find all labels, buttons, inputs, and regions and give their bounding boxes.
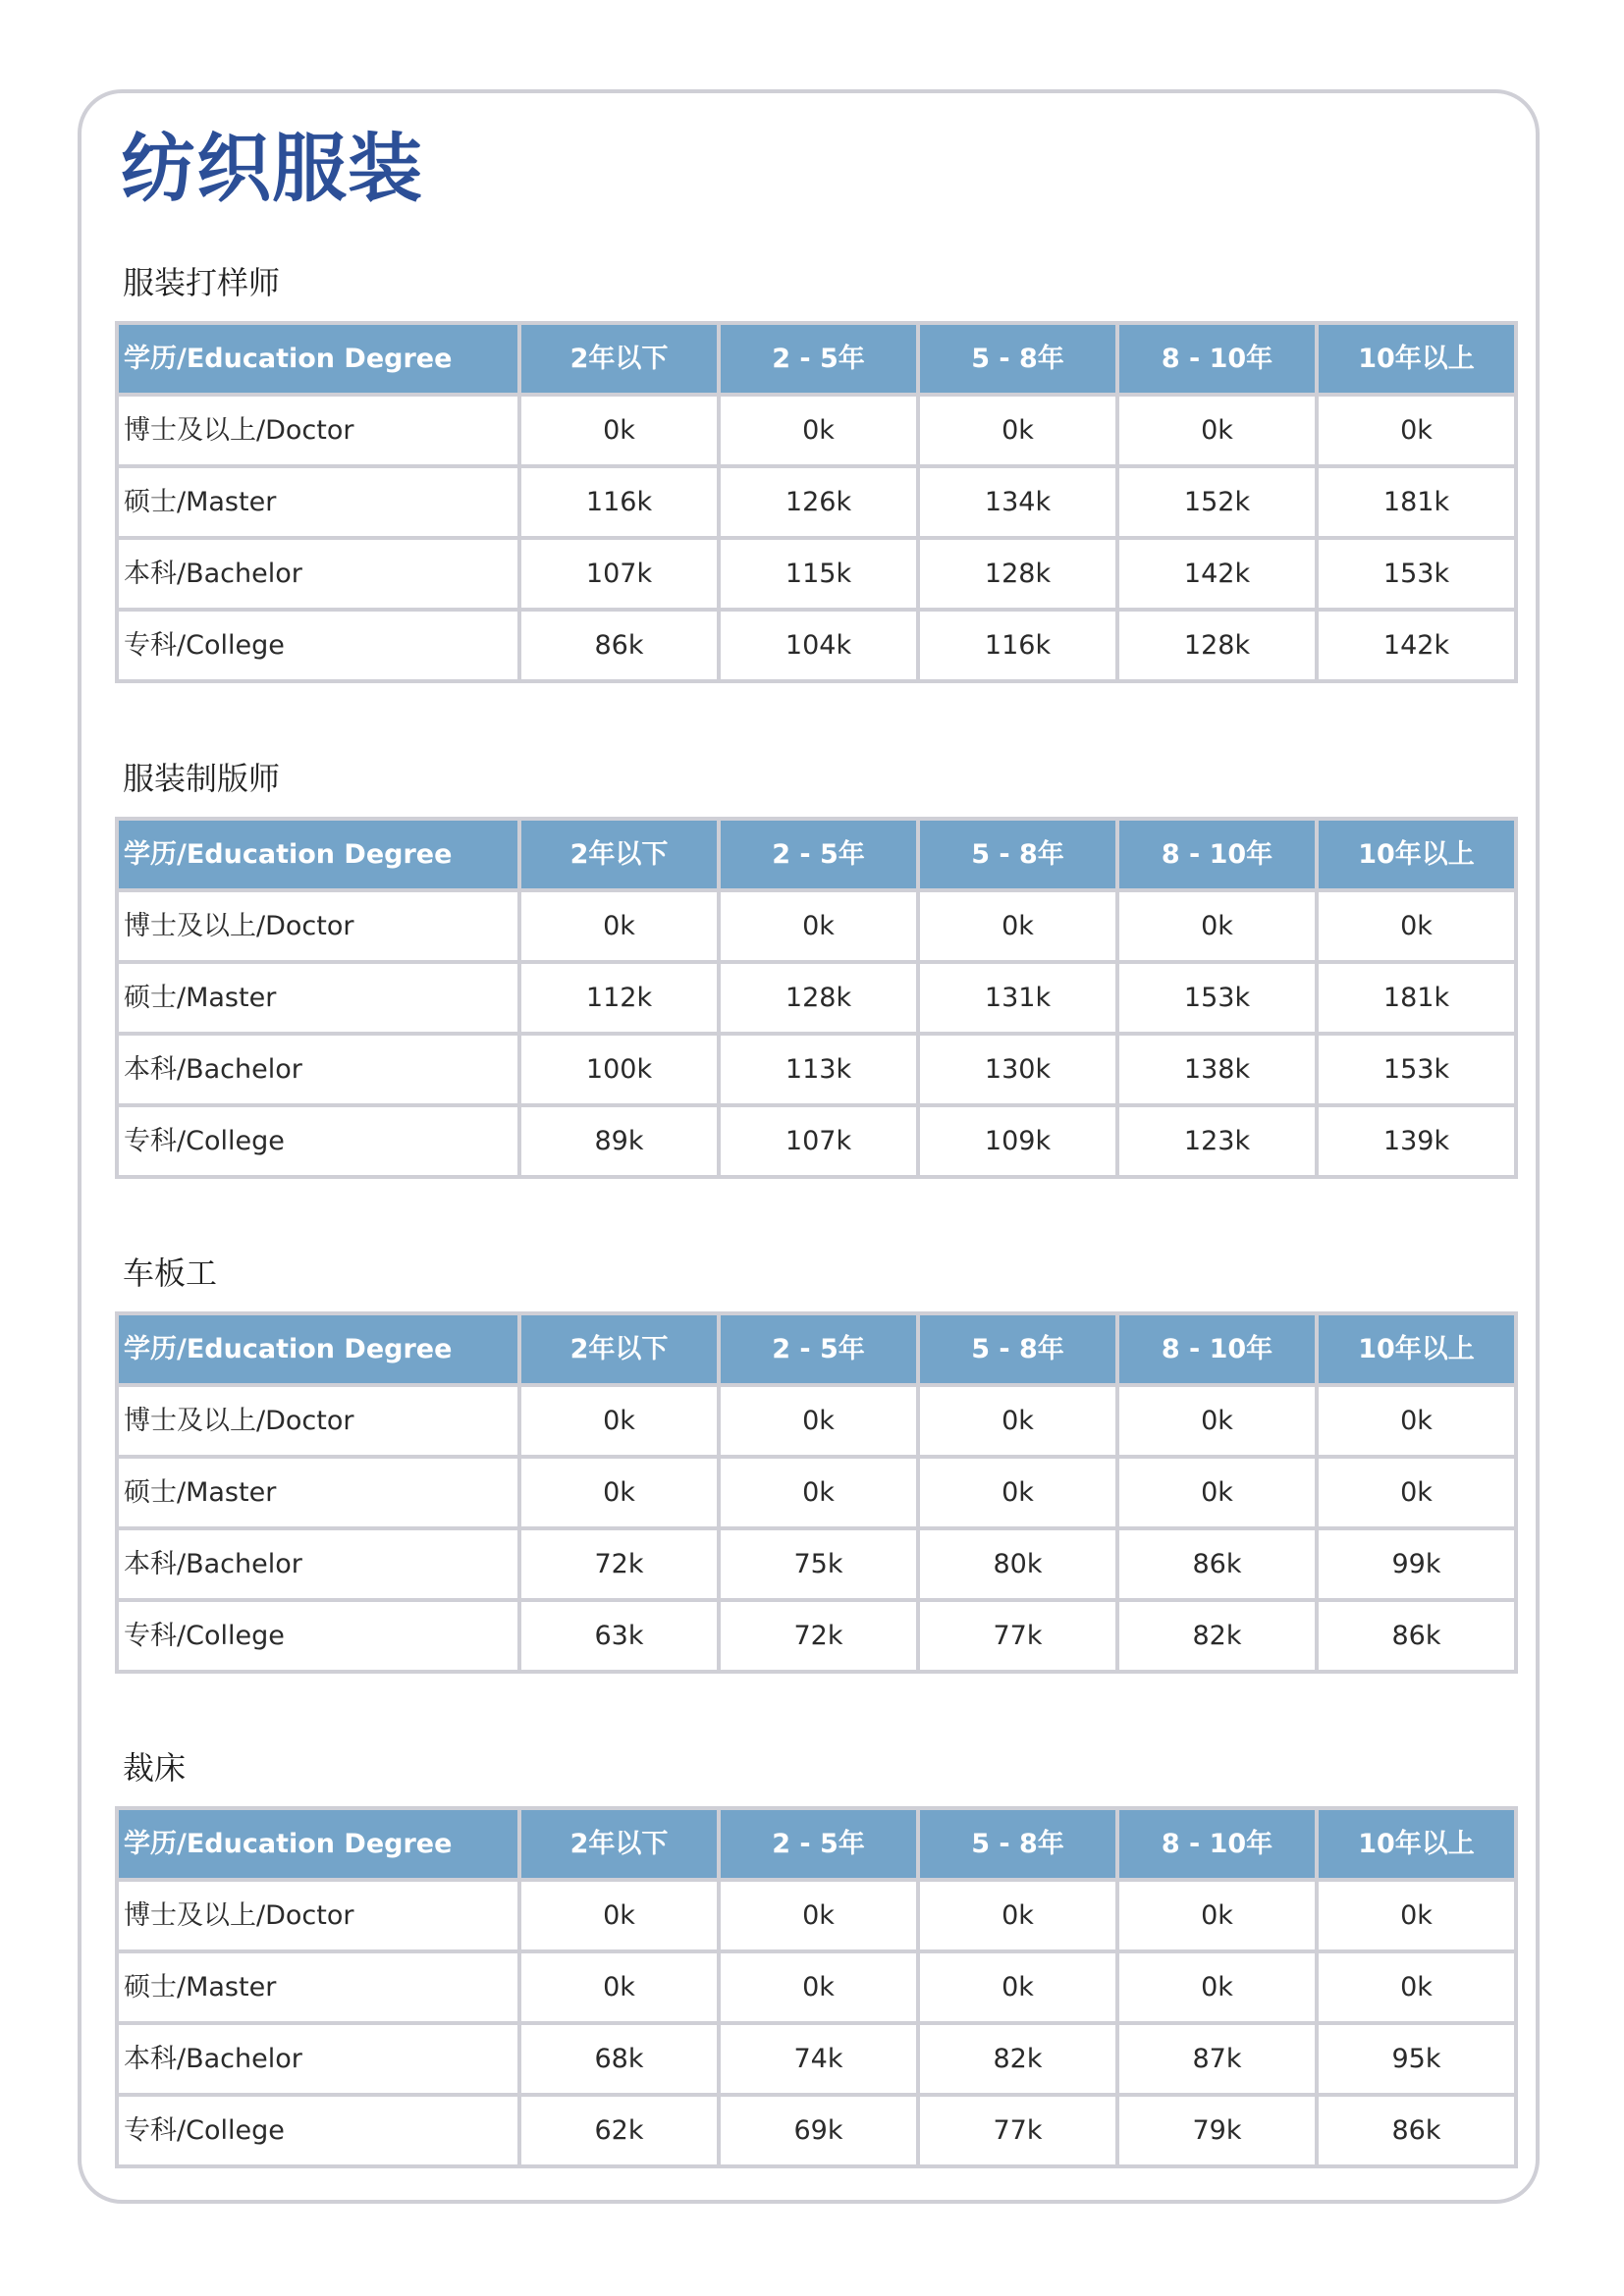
- degree-cell: 专科/College: [119, 1107, 517, 1175]
- header-experience-range: 2 - 5年: [721, 1315, 916, 1383]
- salary-table: [115, 1311, 1518, 1674]
- salary-cell: 134k: [920, 468, 1115, 536]
- salary-cell: 72k: [721, 1602, 916, 1670]
- salary-cell: 0k: [521, 1953, 717, 2021]
- salary-cell: 82k: [920, 2025, 1115, 2093]
- salary-cell: 0k: [721, 397, 916, 464]
- degree-cell: 硕士/Master: [119, 1459, 517, 1526]
- degree-cell: 博士及以上/Doctor: [119, 1882, 517, 1949]
- header-experience-range: 5 - 8年: [920, 325, 1115, 393]
- table-header-row: [119, 821, 1514, 888]
- salary-cell: 0k: [1119, 1882, 1315, 1949]
- salary-cell: 77k: [920, 2097, 1115, 2164]
- header-experience-range: 2年以下: [521, 1810, 717, 1878]
- section-title: 服装打样师: [123, 264, 281, 301]
- header-experience-range: 10年以上: [1319, 325, 1514, 393]
- salary-cell: 128k: [721, 964, 916, 1032]
- header-experience-range: 10年以上: [1319, 1315, 1514, 1383]
- header-experience-range: 5 - 8年: [920, 1315, 1115, 1383]
- salary-cell: 0k: [521, 397, 717, 464]
- salary-cell: 0k: [521, 1882, 717, 1949]
- header-experience-range: 2年以下: [521, 325, 717, 393]
- degree-cell: 硕士/Master: [119, 1953, 517, 2021]
- salary-cell: 79k: [1119, 2097, 1315, 2164]
- salary-cell: 142k: [1119, 540, 1315, 608]
- table-header-row: [119, 325, 1514, 393]
- table-row: [119, 1459, 1514, 1526]
- salary-cell: 0k: [920, 397, 1115, 464]
- salary-cell: 0k: [1319, 397, 1514, 464]
- table-row: [119, 2025, 1514, 2093]
- section-title: 服装制版师: [123, 760, 281, 797]
- salary-cell: 0k: [1119, 1387, 1315, 1455]
- header-experience-range: 10年以上: [1319, 1810, 1514, 1878]
- degree-cell: 本科/Bachelor: [119, 1530, 517, 1598]
- salary-cell: 100k: [521, 1036, 717, 1103]
- degree-cell: 专科/College: [119, 2097, 517, 2164]
- salary-cell: 95k: [1319, 2025, 1514, 2093]
- salary-cell: 87k: [1119, 2025, 1315, 2093]
- salary-cell: 126k: [721, 468, 916, 536]
- salary-cell: 82k: [1119, 1602, 1315, 1670]
- section-title: 车板工: [123, 1255, 218, 1292]
- table-row: [119, 612, 1514, 679]
- salary-cell: 107k: [721, 1107, 916, 1175]
- degree-cell: 专科/College: [119, 612, 517, 679]
- salary-cell: 104k: [721, 612, 916, 679]
- salary-cell: 0k: [920, 1387, 1115, 1455]
- salary-cell: 80k: [920, 1530, 1115, 1598]
- salary-section: [115, 758, 1510, 1179]
- table-row: [119, 1107, 1514, 1175]
- salary-cell: 116k: [521, 468, 717, 536]
- salary-cell: 0k: [1319, 892, 1514, 960]
- salary-cell: 0k: [521, 1459, 717, 1526]
- salary-cell: 153k: [1319, 1036, 1514, 1103]
- salary-cell: 0k: [1319, 1387, 1514, 1455]
- salary-cell: 0k: [920, 1953, 1115, 2021]
- salary-cell: 153k: [1319, 540, 1514, 608]
- header-experience-range: 2 - 5年: [721, 1810, 916, 1878]
- page-title: 纺织服装: [121, 125, 423, 212]
- salary-cell: 86k: [1319, 2097, 1514, 2164]
- header-experience-range: 2年以下: [521, 821, 717, 888]
- salary-section: [115, 262, 1510, 683]
- degree-cell: 本科/Bachelor: [119, 1036, 517, 1103]
- table-header-row: [119, 1810, 1514, 1878]
- salary-section: [115, 1253, 1510, 1674]
- salary-cell: 74k: [721, 2025, 916, 2093]
- salary-cell: 0k: [920, 892, 1115, 960]
- salary-cell: 75k: [721, 1530, 916, 1598]
- header-experience-range: 8 - 10年: [1119, 821, 1315, 888]
- salary-cell: 0k: [521, 892, 717, 960]
- table-row: [119, 2097, 1514, 2164]
- header-experience-range: 5 - 8年: [920, 821, 1115, 888]
- table-row: [119, 1953, 1514, 2021]
- table-row: [119, 892, 1514, 960]
- header-experience-range: 2 - 5年: [721, 325, 916, 393]
- salary-cell: 130k: [920, 1036, 1115, 1103]
- table-row: [119, 1602, 1514, 1670]
- salary-cell: 153k: [1119, 964, 1315, 1032]
- salary-cell: 128k: [920, 540, 1115, 608]
- section-title: 裁床: [123, 1749, 187, 1787]
- header-degree: 学历/Education Degree: [119, 1810, 517, 1878]
- salary-cell: 123k: [1119, 1107, 1315, 1175]
- salary-cell: 115k: [721, 540, 916, 608]
- salary-cell: 0k: [721, 1953, 916, 2021]
- header-degree: 学历/Education Degree: [119, 1315, 517, 1383]
- salary-table: [115, 1806, 1518, 2168]
- salary-cell: 72k: [521, 1530, 717, 1598]
- header-degree: 学历/Education Degree: [119, 821, 517, 888]
- table-row: [119, 1882, 1514, 1949]
- degree-cell: 硕士/Master: [119, 964, 517, 1032]
- salary-cell: 152k: [1119, 468, 1315, 536]
- header-degree: 学历/Education Degree: [119, 325, 517, 393]
- salary-table: [115, 817, 1518, 1179]
- salary-cell: 181k: [1319, 964, 1514, 1032]
- salary-cell: 0k: [721, 892, 916, 960]
- salary-cell: 107k: [521, 540, 717, 608]
- header-experience-range: 8 - 10年: [1119, 1810, 1315, 1878]
- salary-cell: 89k: [521, 1107, 717, 1175]
- salary-cell: 69k: [721, 2097, 916, 2164]
- salary-cell: 77k: [920, 1602, 1115, 1670]
- degree-cell: 博士及以上/Doctor: [119, 892, 517, 960]
- salary-cell: 138k: [1119, 1036, 1315, 1103]
- salary-cell: 0k: [721, 1387, 916, 1455]
- salary-cell: 181k: [1319, 468, 1514, 536]
- header-experience-range: 2年以下: [521, 1315, 717, 1383]
- salary-cell: 0k: [1119, 892, 1315, 960]
- header-experience-range: 5 - 8年: [920, 1810, 1115, 1878]
- salary-cell: 113k: [721, 1036, 916, 1103]
- salary-cell: 86k: [1119, 1530, 1315, 1598]
- salary-cell: 0k: [721, 1459, 916, 1526]
- salary-cell: 62k: [521, 2097, 717, 2164]
- salary-cell: 0k: [920, 1459, 1115, 1526]
- salary-cell: 99k: [1319, 1530, 1514, 1598]
- salary-cell: 0k: [1319, 1882, 1514, 1949]
- header-experience-range: 2 - 5年: [721, 821, 916, 888]
- salary-cell: 86k: [1319, 1602, 1514, 1670]
- degree-cell: 本科/Bachelor: [119, 540, 517, 608]
- table-header-row: [119, 1315, 1514, 1383]
- degree-cell: 本科/Bachelor: [119, 2025, 517, 2093]
- salary-cell: 63k: [521, 1602, 717, 1670]
- degree-cell: 博士及以上/Doctor: [119, 397, 517, 464]
- salary-cell: 0k: [1119, 1953, 1315, 2021]
- salary-cell: 0k: [1319, 1953, 1514, 2021]
- salary-cell: 112k: [521, 964, 717, 1032]
- salary-cell: 128k: [1119, 612, 1315, 679]
- degree-cell: 博士及以上/Doctor: [119, 1387, 517, 1455]
- table-row: [119, 964, 1514, 1032]
- salary-table: [115, 321, 1518, 683]
- salary-cell: 139k: [1319, 1107, 1514, 1175]
- table-row: [119, 540, 1514, 608]
- table-row: [119, 1036, 1514, 1103]
- salary-cell: 142k: [1319, 612, 1514, 679]
- salary-cell: 109k: [920, 1107, 1115, 1175]
- table-row: [119, 1530, 1514, 1598]
- salary-cell: 0k: [521, 1387, 717, 1455]
- salary-cell: 0k: [1119, 397, 1315, 464]
- degree-cell: 硕士/Master: [119, 468, 517, 536]
- salary-cell: 86k: [521, 612, 717, 679]
- salary-section: [115, 1747, 1510, 2168]
- salary-cell: 0k: [1319, 1459, 1514, 1526]
- salary-cell: 131k: [920, 964, 1115, 1032]
- salary-cell: 0k: [920, 1882, 1115, 1949]
- salary-cell: 116k: [920, 612, 1115, 679]
- salary-cell: 0k: [721, 1882, 916, 1949]
- header-experience-range: 8 - 10年: [1119, 1315, 1315, 1383]
- table-row: [119, 468, 1514, 536]
- degree-cell: 专科/College: [119, 1602, 517, 1670]
- salary-cell: 68k: [521, 2025, 717, 2093]
- table-row: [119, 397, 1514, 464]
- table-row: [119, 1387, 1514, 1455]
- header-experience-range: 8 - 10年: [1119, 325, 1315, 393]
- salary-cell: 0k: [1119, 1459, 1315, 1526]
- header-experience-range: 10年以上: [1319, 821, 1514, 888]
